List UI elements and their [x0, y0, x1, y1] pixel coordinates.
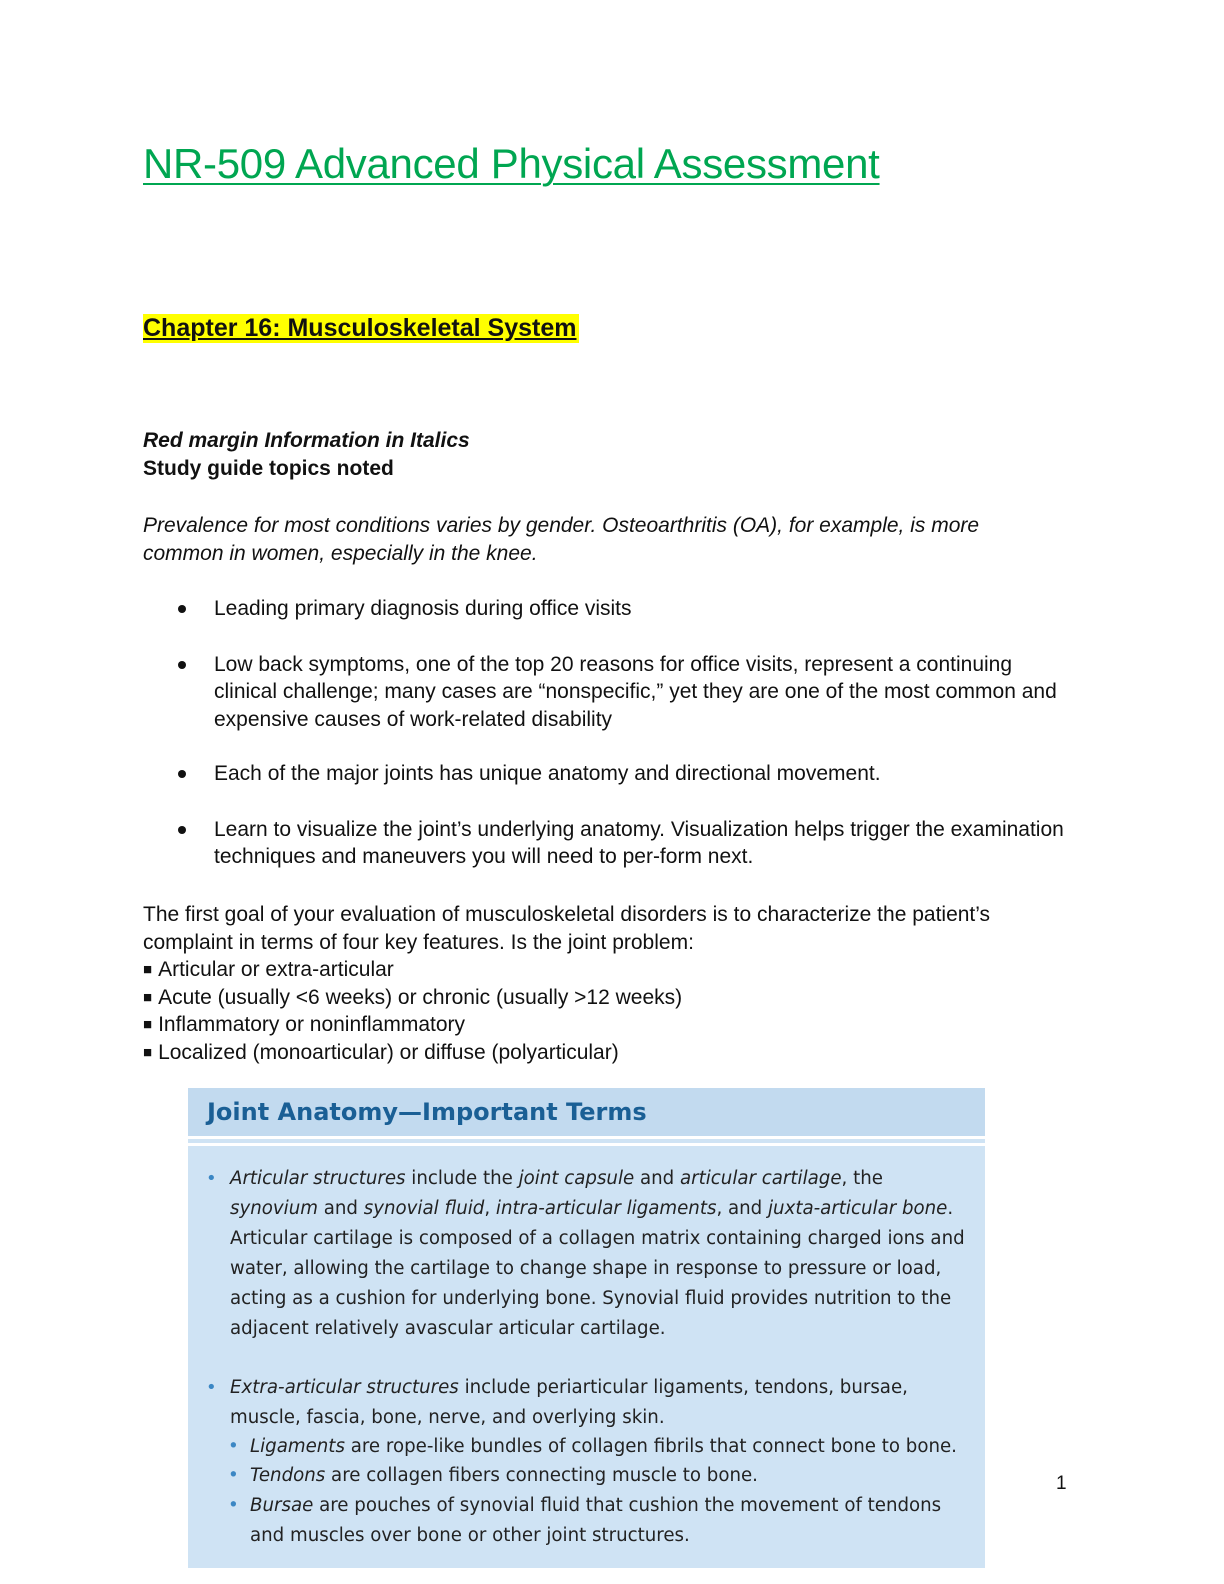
terms-header — [188, 1088, 985, 1136]
term-text: juxta-articular bone — [768, 1198, 948, 1219]
divider — [188, 1136, 985, 1139]
term-connector: and — [317, 1198, 364, 1219]
term-connector: , — [484, 1198, 496, 1219]
term-text: synovial fluid — [363, 1198, 485, 1219]
list-item-text: Each of the major joints has unique anatomy and directional movement. — [214, 762, 881, 785]
term-connector: include periarticular ligaments, tendons, bursae, muscle, fascia, bone, nerve, and overlying skin. — [230, 1377, 908, 1428]
bullet-dot-icon — [178, 826, 186, 834]
square-bullet-icon: ■ — [143, 988, 153, 1006]
list-item-text: Learn to visualize the joint’s underlying anatomy. Visualization helps trigger the examination techniques and maneuvers you will need to per-form next. — [214, 817, 1064, 868]
list-item — [175, 595, 1065, 623]
list-item-text: Low back symptoms, one of the top 20 reasons for office visits, represent a continuing clinical challenge; many cases are “nonspecific,” yet they are one of the most common and expensive causes of work-related disability — [214, 652, 1057, 731]
list-item — [175, 816, 1065, 871]
term-connector: . Articular cartilage is composed of a collagen matrix containing charged ions and water, allowing the cartilage to change shape in response to pressure or load, acting as a cushion for underlying bone. Synovial fluid provides nutrition to the adjacent relatively avascular articular cartilage. — [230, 1198, 965, 1339]
square-bullet-icon: ■ — [143, 1016, 153, 1033]
term-connector: are collagen fibers connecting muscle to bone. — [325, 1465, 758, 1486]
goal-item-text: Articular or extra-articular — [158, 958, 394, 981]
term-text: joint capsule — [518, 1168, 635, 1189]
terms-paragraph-articular — [206, 1164, 976, 1344]
sub-item-text — [250, 1432, 978, 1462]
bullet-dot-icon — [178, 605, 186, 613]
bullet-list — [175, 595, 1065, 899]
square-bullet-icon: ■ — [143, 961, 153, 978]
list-item — [175, 760, 1065, 788]
sub-item-text — [250, 1491, 978, 1551]
term-connector: are pouches of synovial fluid that cushion the movement of tendons and muscles over bone or other joint structures. — [250, 1495, 942, 1546]
terms-paragraph-text — [230, 1373, 976, 1433]
goal-section — [143, 901, 1043, 1066]
term-text: intra-articular ligaments — [495, 1198, 717, 1219]
term-connector: include the — [405, 1168, 519, 1189]
goal-item — [143, 956, 1043, 984]
page-number: 1 — [1056, 1473, 1067, 1494]
terms-sub-item-tendons — [228, 1461, 978, 1491]
bullet-dot-icon: • — [228, 1495, 239, 1516]
goal-item-text: Inflammatory or noninflammatory — [158, 1013, 466, 1036]
term-text: Bursae — [250, 1495, 314, 1516]
bullet-dot-icon: • — [206, 1168, 217, 1189]
term-connector: and — [634, 1168, 680, 1189]
terms-paragraph-text — [230, 1164, 976, 1344]
bullet-dot-icon: • — [228, 1465, 239, 1486]
goal-item — [143, 984, 1043, 1012]
bullet-dot-icon — [178, 770, 186, 778]
goal-item-text: Acute (usually <6 weeks) or chronic (usually >12 weeks) — [158, 985, 683, 1009]
terms-sub-item-ligaments — [228, 1432, 978, 1462]
list-item — [175, 651, 1065, 734]
divider — [188, 1143, 985, 1146]
term-connector: , the — [841, 1168, 883, 1189]
bullet-dot-icon: • — [228, 1436, 239, 1457]
term-text: Articular structures — [230, 1168, 406, 1189]
legend-note-italic: Red margin Information in Italics — [143, 429, 470, 452]
terms-sub-item-bursae — [228, 1491, 978, 1551]
goal-intro: The first goal of your evaluation of musculoskeletal disorders is to characterize the patient’s complaint in terms of four key features. Is the joint problem: — [143, 903, 991, 954]
sub-item-text — [250, 1461, 978, 1491]
bullet-dot-icon: • — [206, 1377, 217, 1398]
goal-item-text: Localized (monoarticular) or diffuse (polyarticular) — [158, 1040, 619, 1064]
term-connector: are rope-like bundles of collagen fibrils that connect bone to bone. — [344, 1436, 957, 1457]
term-text: Ligaments — [250, 1436, 345, 1457]
term-text: synovium — [230, 1198, 318, 1219]
goal-item — [143, 1039, 1043, 1067]
term-text: articular cartilage — [679, 1168, 842, 1189]
list-item-text: Leading primary diagnosis during office visits — [214, 597, 632, 620]
term-connector: , and — [716, 1198, 768, 1219]
goal-item — [143, 1011, 1043, 1039]
terms-paragraph-extra-articular — [206, 1373, 976, 1433]
legend-note-bold: Study guide topics noted — [143, 457, 394, 480]
bullet-dot-icon — [178, 661, 186, 669]
intro-paragraph: Prevalence for most conditions varies by gender. Osteoarthritis (OA), for example, is more common in women, especially in the knee. — [143, 514, 980, 565]
square-bullet-icon: ■ — [143, 1043, 153, 1061]
terms-title: Joint Anatomy—Important Terms — [207, 1098, 647, 1126]
term-text: Extra-articular structures — [230, 1377, 459, 1398]
document-title: NR-509 Advanced Physical Assessment — [143, 140, 880, 187]
term-text: Tendons — [250, 1465, 326, 1486]
chapter-heading: Chapter 16: Musculoskeletal System — [143, 314, 577, 342]
joint-anatomy-terms-figure — [188, 1088, 985, 1568]
